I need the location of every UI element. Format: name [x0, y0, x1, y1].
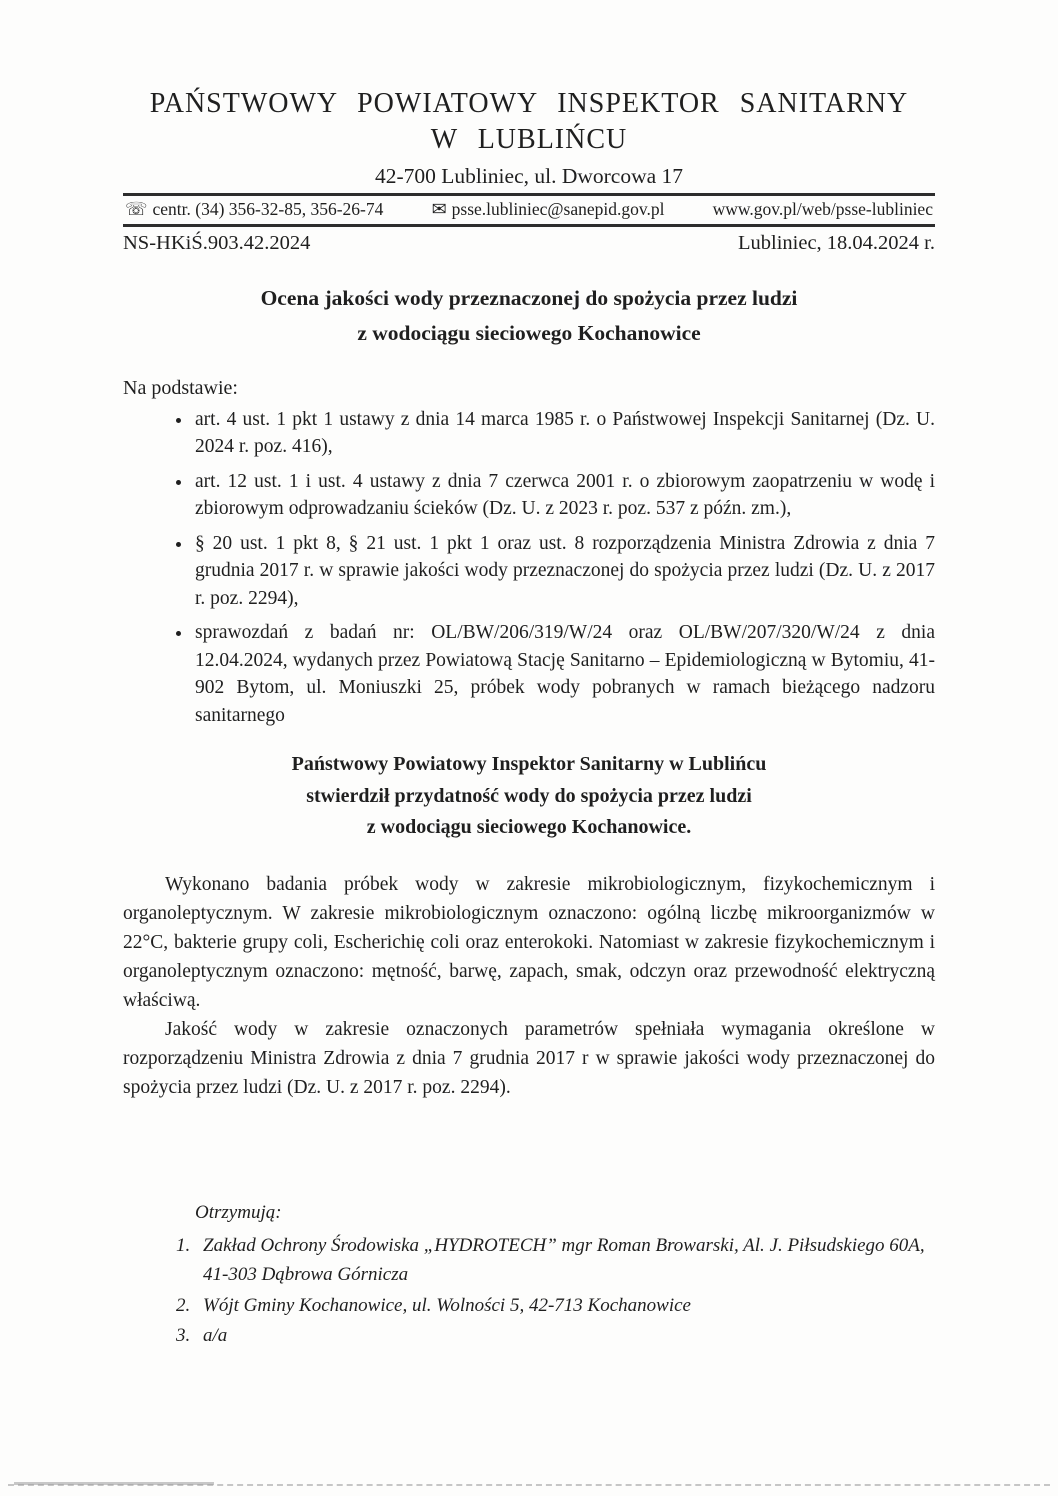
legal-basis-item-3: • § 20 ust. 1 pkt 8, § 21 ust. 1 pkt 1 oraz ust. 8 rozporządzenia Ministra Zdrowia z dnia 7 grudnia 2017 r. w sprawie jakości wody przeznaczonej do spożycia przez ludzi (Dz. U. z 2017 r. poz. 2294), — [193, 530, 935, 613]
website-url: www.gov.pl/web/psse-lubliniec — [712, 198, 933, 219]
distribution-list — [123, 1231, 935, 1351]
email-contact — [432, 199, 665, 220]
document-title-line2: z wodociągu sieciowego Kochanowice — [357, 320, 701, 345]
distribution-heading: Otrzymują: — [195, 1202, 282, 1223]
letterhead — [123, 86, 935, 255]
place-date: Lubliniec, 18.04.2024 r. — [737, 231, 935, 254]
body-paragraph-1: Wykonano badania próbek wody w zakresie mikrobiologicznym, fizykochemicznym i organoleptycznym. W zakresie mikrobiologicznym oznaczono: ogólną liczbę mikroorganizmów w 22°C, bakterie grupy coli, Escherichię coli oraz enterokoki. Natomiast w zakresie fizykochemicznym i organoleptycznym oznaczono: mętność, barwę, zapach, smak, odczyn oraz przewodność elektryczną właściwą. — [123, 873, 935, 1011]
legal-basis-list — [123, 406, 935, 730]
reference-row — [123, 227, 935, 255]
page-bottom-scan-artifact-dark-segment — [14, 1482, 214, 1485]
body-paragraph-2: Jakość wody w zakresie oznaczonych parametrów spełniała wymagania określone w rozporządzeniu Ministra Zdrowia z dnia 7 grudnia 2017 r w sprawie jakości wody przeznaczonej do spożycia przez ludzi (Dz. U. z 2017 r. poz. 2294). — [123, 1018, 935, 1098]
phone-icon: ☏ — [125, 198, 148, 219]
document-title-line1: Ocena jakości wody przeznaczonej do spożycia przez ludzi — [260, 285, 798, 310]
email-icon: ✉ — [431, 198, 447, 219]
legal-basis-intro: Na podstawie: — [123, 376, 238, 399]
legal-basis-item-1: • art. 4 ust. 1 pkt 1 ustawy z dnia 14 marca 1985 r. o Państwowej Inspekcji Sanitarnej (Dz. U. 2024 r. poz. 416), — [193, 406, 935, 461]
decision-statement — [123, 749, 935, 844]
legal-basis-item-2: • art. 12 ust. 1 i ust. 4 ustawy z dnia 7 czerwca 2001 r. o zbiorowym zaopatrzeniu w wodę i zbiorowym odprowadzaniu ścieków (Dz. U. z 2023 r. poz. 537 z późn. zm.), — [193, 468, 935, 523]
distribution-item-1: 1. Zakład Ochrony Środowiska „HYDROTECH” mgr Roman Browarski, Al. J. Piłsudskiego 60A, 41-303 Dąbrowa Górnicza — [195, 1231, 935, 1290]
decision-statement-line1: Państwowy Powiatowy Inspektor Sanitarny w Lublińcu — [291, 753, 767, 776]
phone-number: centr. (34) 356-32-85, 356-26-74 — [152, 198, 384, 219]
org-address: 42-700 Lubliniec, ul. Dworcowa 17 — [374, 163, 684, 188]
email-address: psse.lubliniec@sanepid.gov.pl — [451, 198, 665, 219]
decision-statement-line2: stwierdził przydatność wody do spożycia przez ludzi — [306, 784, 752, 807]
reference-number: NS-HKiŚ.903.42.2024 — [123, 231, 311, 254]
legal-basis-item-4: • sprawozdań z badań nr: OL/BW/206/319/W/24 oraz OL/BW/207/320/W/24 z dnia 12.04.2024, wydanych przez Powiatową Stację Sanitarno – Epidemiologiczną w Bytomiu, 41-902 Bytom, ul. Moniuszki 25, próbek wody pobranych w ramach bieżącego nadzoru sanitarnego — [193, 619, 935, 729]
org-name-line2: W LUBLIŃCU — [430, 124, 628, 156]
document-title — [123, 281, 935, 351]
org-name-line1: PAŃSTWOWY POWIATOWY INSPEKTOR SANITARNY — [149, 88, 909, 119]
phone-contact — [125, 199, 383, 220]
decision-statement-line3: z wodociągu sieciowego Kochanowice. — [366, 816, 692, 839]
distribution-item-3: 3. a/a — [195, 1321, 935, 1351]
contact-row — [123, 196, 935, 224]
distribution-section — [123, 1198, 935, 1352]
distribution-item-2: 2. Wójt Gminy Kochanowice, ul. Wolności 5, 42-713 Kochanowice — [195, 1291, 935, 1321]
